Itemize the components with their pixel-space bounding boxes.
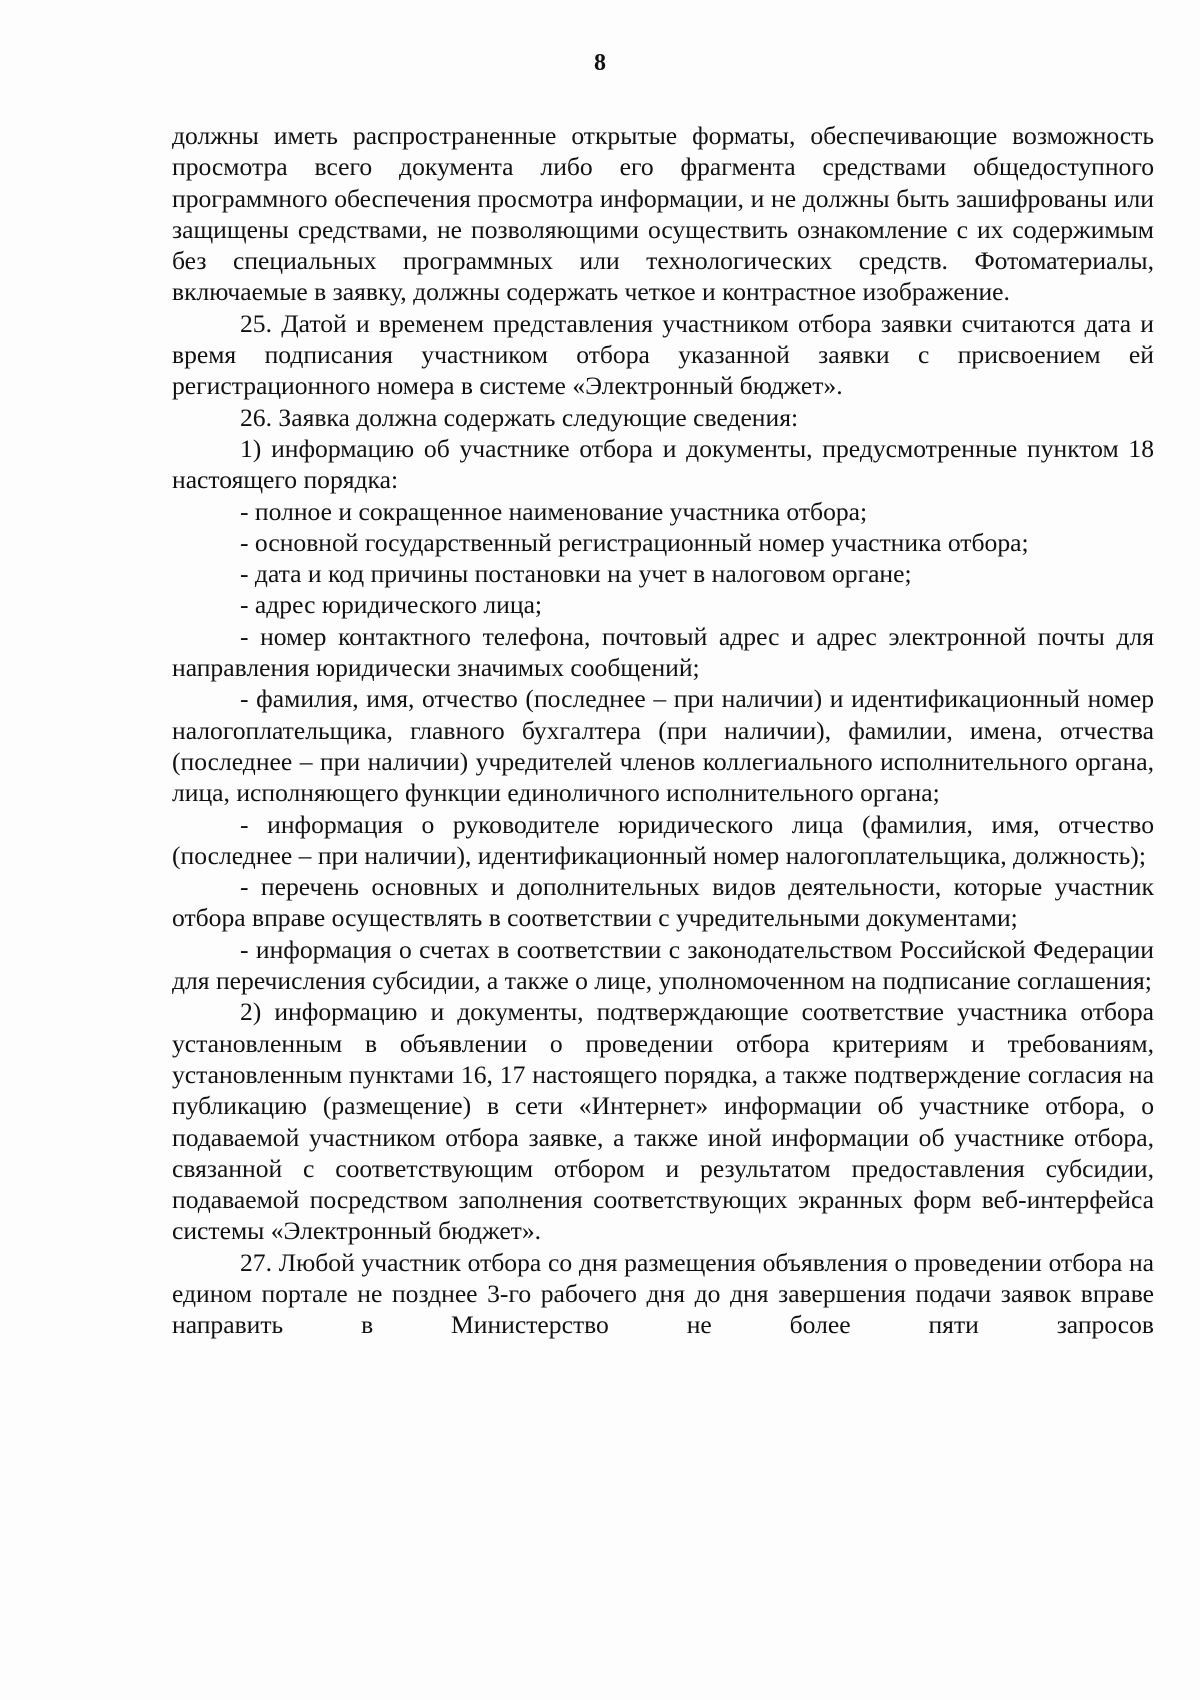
list-item: - перечень основных и дополнительных видов деятельности, которые участник отбора вправе осуществлять в соответствии с учредительными документами;	[172, 872, 1154, 933]
paragraph: 25. Датой и временем представления участником отбора заявки считаются дата и время подписания участником отбора указанной заявки с присвоением ей регистрационного номера в системе «Электронный бюджет».	[172, 308, 1154, 401]
list-item: - информация о счетах в соответствии с законодательством Российской Федерации для перечисления субсидии, а также о лице, уполномоченном на подписание соглашения;	[172, 934, 1154, 996]
page-number: 8	[594, 50, 606, 76]
list-item: - фамилия, имя, отчество (последнее – при наличии) и идентификационный номер налогоплательщика, главного бухгалтера (при наличии), фамилии, имена, отчества (последнее – при наличии) учредителей членов коллегиального исполнительного органа, лица, исполняющего функции единоличного исполнительного органа;	[172, 684, 1154, 808]
paragraph: 2) информацию и документы, подтверждающие соответствие участника отбора установленным в объявлении о проведении отбора критериям и требованиям, установленным пунктами 16, 17 настоящего порядка, а также подтверждение согласия на публикацию (размещение) в сети «Интернет» информации об участнике отбора, о подаваемой участником отбора заявке, а также иной информации об участнике отбора, связанной с соответствующим отбором и результатом предоставления субсидии, подаваемой посредством заполнения соответствующих экранных форм веб-интерфейса системы «Электронный бюджет».	[172, 997, 1154, 1246]
paragraph: 26. Заявка должна содержать следующие сведения:	[240, 402, 799, 432]
list-item: - дата и код причины постановки на учет в налоговом органе;	[240, 559, 912, 589]
list-item: - основной государственный регистрационный номер участника отбора;	[240, 527, 1029, 557]
list-item: - информация о руководителе юридического лица (фамилия, имя, отчество (последнее – при наличии), идентификационный номер налогоплательщика, должность);	[172, 809, 1154, 870]
paragraph: 1) информацию об участнике отбора и документы, предусмотренные пунктом 18 настоящего порядка:	[172, 433, 1154, 495]
list-item: - адрес юридического лица;	[240, 590, 543, 620]
paragraph: должны иметь распространенные открытые форматы, обеспечивающие возможность просмотра всего документа либо его фрагмента средствами общедоступного программного обеспечения просмотра информации, и не должны быть зашифрованы или защищены средствами, не позволяющими осуществить ознакомление с их содержимым без специальных программных или технологических средств. Фотоматериалы, включаемые в заявку, должны содержать четкое и контрастное изображение.	[172, 121, 1154, 307]
paragraph: 27. Любой участник отбора со дня размещения объявления о проведении отбора на едином портале не позднее 3-го рабочего дня до дня завершения подачи заявок вправе направить в Министерство не более пяти запросов	[172, 1247, 1154, 1340]
list-item: - полное и сокращенное наименование участника отбора;	[240, 496, 868, 526]
list-item: - номер контактного телефона, почтовый адрес и адрес электронной почты для направления юридически значимых сообщений;	[172, 621, 1154, 683]
document-body	[172, 120, 1154, 1341]
